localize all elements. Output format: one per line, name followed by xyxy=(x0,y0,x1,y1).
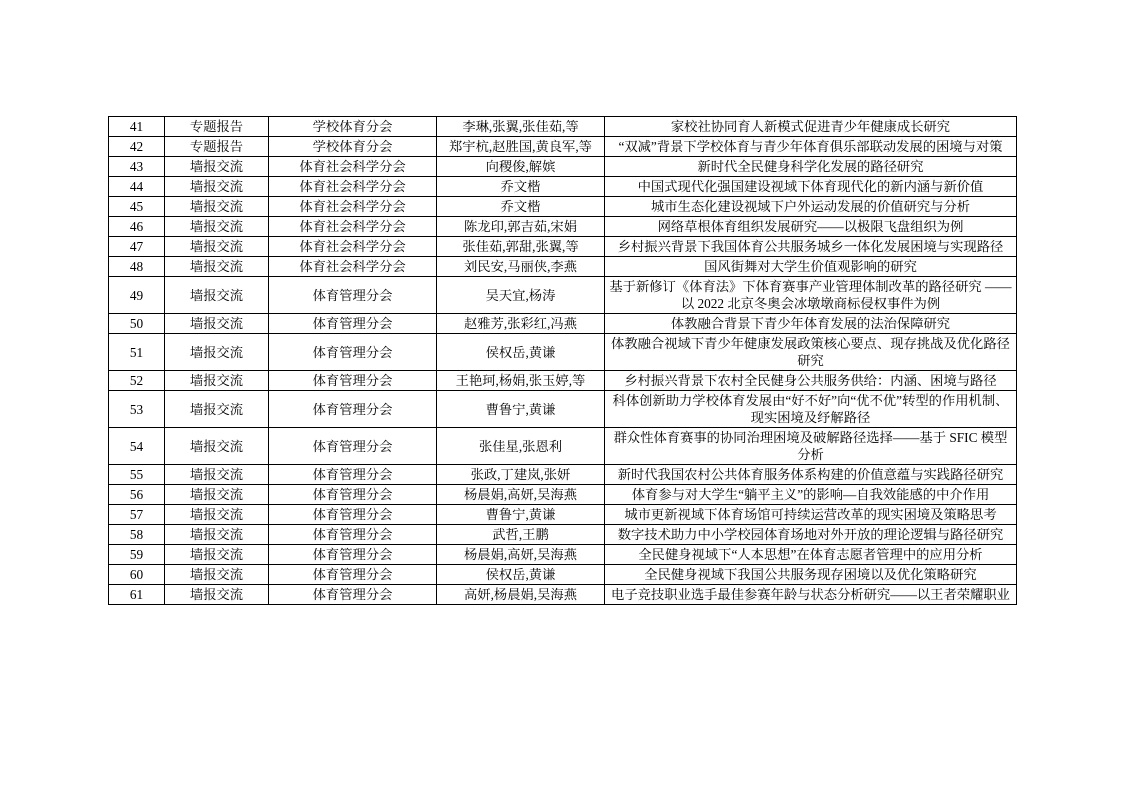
cell-authors: 李琳,张翼,张佳茹,等 xyxy=(437,117,605,137)
table-row xyxy=(109,545,1017,565)
cell-presentation-type: 墙报交流 xyxy=(165,334,269,371)
cell-authors: 郑宇杭,赵胜国,黄良军,等 xyxy=(437,137,605,157)
cell-session: 体育管理分会 xyxy=(269,314,437,334)
cell-title: 数字技术助力中小学校园体育场地对外开放的理论逻辑与路径研究 xyxy=(605,525,1017,545)
cell-session: 体育管理分会 xyxy=(269,334,437,371)
cell-session: 体育管理分会 xyxy=(269,465,437,485)
cell-sequence-number: 53 xyxy=(109,391,165,428)
cell-title: 国风街舞对大学生价值观影响的研究 xyxy=(605,257,1017,277)
cell-sequence-number: 61 xyxy=(109,585,165,605)
cell-session: 体育管理分会 xyxy=(269,391,437,428)
cell-authors: 乔文楷 xyxy=(437,197,605,217)
cell-sequence-number: 55 xyxy=(109,465,165,485)
cell-sequence-number: 41 xyxy=(109,117,165,137)
cell-authors: 张政,丁建岚,张妍 xyxy=(437,465,605,485)
cell-session: 学校体育分会 xyxy=(269,117,437,137)
cell-session: 体育社会科学分会 xyxy=(269,237,437,257)
cell-title: “双减”背景下学校体育与青少年体育俱乐部联动发展的困境与对策 xyxy=(605,137,1017,157)
cell-presentation-type: 专题报告 xyxy=(165,117,269,137)
cell-sequence-number: 42 xyxy=(109,137,165,157)
cell-authors: 王艳珂,杨娟,张玉婷,等 xyxy=(437,371,605,391)
cell-presentation-type: 墙报交流 xyxy=(165,465,269,485)
table-row xyxy=(109,505,1017,525)
cell-sequence-number: 59 xyxy=(109,545,165,565)
cell-session: 体育社会科学分会 xyxy=(269,177,437,197)
table-row xyxy=(109,237,1017,257)
table-row xyxy=(109,217,1017,237)
table-row xyxy=(109,157,1017,177)
cell-session: 学校体育分会 xyxy=(269,137,437,157)
conference-schedule-table xyxy=(108,116,1017,605)
cell-title: 乡村振兴背景下我国体育公共服务城乡一体化发展困境与实现路径 xyxy=(605,237,1017,257)
cell-title: 科体创新助力学校体育发展由“好不好”向“优不优”转型的作用机制、现实困境及纾解路径 xyxy=(605,391,1017,428)
table-row xyxy=(109,117,1017,137)
cell-presentation-type: 墙报交流 xyxy=(165,217,269,237)
table-row xyxy=(109,371,1017,391)
cell-authors: 侯权岳,黄谦 xyxy=(437,565,605,585)
cell-sequence-number: 48 xyxy=(109,257,165,277)
cell-sequence-number: 45 xyxy=(109,197,165,217)
table-row xyxy=(109,197,1017,217)
cell-title: 体教融合视域下青少年健康发展政策核心要点、现存挑战及优化路径研究 xyxy=(605,334,1017,371)
table-body xyxy=(109,117,1017,605)
cell-presentation-type: 墙报交流 xyxy=(165,565,269,585)
cell-authors: 杨晨娟,高妍,吴海燕 xyxy=(437,485,605,505)
cell-title: 体育参与对大学生“躺平主义”的影响—自我效能感的中介作用 xyxy=(605,485,1017,505)
cell-sequence-number: 51 xyxy=(109,334,165,371)
cell-title: 网络草根体育组织发展研究——以极限飞盘组织为例 xyxy=(605,217,1017,237)
table-row xyxy=(109,257,1017,277)
cell-sequence-number: 50 xyxy=(109,314,165,334)
cell-authors: 曹鲁宁,黄谦 xyxy=(437,505,605,525)
cell-authors: 高妍,杨晨娟,吴海燕 xyxy=(437,585,605,605)
cell-presentation-type: 墙报交流 xyxy=(165,371,269,391)
table-row xyxy=(109,314,1017,334)
cell-presentation-type: 墙报交流 xyxy=(165,505,269,525)
cell-authors: 张佳茹,郭甜,张翼,等 xyxy=(437,237,605,257)
cell-presentation-type: 墙报交流 xyxy=(165,314,269,334)
table-row xyxy=(109,585,1017,605)
table-row xyxy=(109,277,1017,314)
cell-title: 新时代全民健身科学化发展的路径研究 xyxy=(605,157,1017,177)
cell-title: 体教融合背景下青少年体育发展的法治保障研究 xyxy=(605,314,1017,334)
cell-authors: 张佳星,张恩利 xyxy=(437,428,605,465)
table-row xyxy=(109,334,1017,371)
cell-presentation-type: 墙报交流 xyxy=(165,237,269,257)
cell-presentation-type: 墙报交流 xyxy=(165,177,269,197)
cell-sequence-number: 46 xyxy=(109,217,165,237)
cell-session: 体育管理分会 xyxy=(269,485,437,505)
cell-sequence-number: 52 xyxy=(109,371,165,391)
cell-session: 体育管理分会 xyxy=(269,565,437,585)
cell-title: 家校社协同育人新模式促进青少年健康成长研究 xyxy=(605,117,1017,137)
cell-session: 体育管理分会 xyxy=(269,585,437,605)
cell-presentation-type: 墙报交流 xyxy=(165,485,269,505)
cell-session: 体育社会科学分会 xyxy=(269,217,437,237)
cell-authors: 赵雅芳,张彩红,冯燕 xyxy=(437,314,605,334)
cell-presentation-type: 墙报交流 xyxy=(165,428,269,465)
cell-sequence-number: 56 xyxy=(109,485,165,505)
cell-authors: 向稷俊,解嫔 xyxy=(437,157,605,177)
cell-presentation-type: 墙报交流 xyxy=(165,391,269,428)
cell-title: 新时代我国农村公共体育服务体系构建的价值意蕴与实践路径研究 xyxy=(605,465,1017,485)
cell-title: 基于新修订《体育法》下体育赛事产业管理体制改革的路径研究 ——以 2022 北京冬奥会冰墩墩商标侵权事件为例 xyxy=(605,277,1017,314)
cell-authors: 乔文楷 xyxy=(437,177,605,197)
cell-authors: 侯权岳,黄谦 xyxy=(437,334,605,371)
cell-sequence-number: 60 xyxy=(109,565,165,585)
cell-authors: 武哲,王鹏 xyxy=(437,525,605,545)
cell-presentation-type: 墙报交流 xyxy=(165,197,269,217)
cell-sequence-number: 43 xyxy=(109,157,165,177)
cell-session: 体育社会科学分会 xyxy=(269,157,437,177)
cell-presentation-type: 墙报交流 xyxy=(165,585,269,605)
cell-session: 体育社会科学分会 xyxy=(269,257,437,277)
cell-session: 体育管理分会 xyxy=(269,545,437,565)
cell-title: 乡村振兴背景下农村全民健身公共服务供给：内涵、困境与路径 xyxy=(605,371,1017,391)
cell-title: 全民健身视域下我国公共服务现存困境以及优化策略研究 xyxy=(605,565,1017,585)
table-row xyxy=(109,137,1017,157)
cell-title: 城市更新视域下体育场馆可持续运营改革的现实困境及策略思考 xyxy=(605,505,1017,525)
conference-schedule-table-wrapper xyxy=(108,116,1016,605)
cell-sequence-number: 47 xyxy=(109,237,165,257)
cell-authors: 杨晨娟,高妍,吴海燕 xyxy=(437,545,605,565)
table-row xyxy=(109,428,1017,465)
cell-title: 中国式现代化强国建设视域下体育现代化的新内涵与新价值 xyxy=(605,177,1017,197)
cell-session: 体育管理分会 xyxy=(269,428,437,465)
cell-sequence-number: 58 xyxy=(109,525,165,545)
table-row xyxy=(109,177,1017,197)
cell-authors: 吴天宜,杨涛 xyxy=(437,277,605,314)
cell-authors: 刘民安,马丽侠,李燕 xyxy=(437,257,605,277)
table-row xyxy=(109,565,1017,585)
table-row xyxy=(109,391,1017,428)
cell-presentation-type: 专题报告 xyxy=(165,137,269,157)
cell-session: 体育管理分会 xyxy=(269,371,437,391)
cell-sequence-number: 57 xyxy=(109,505,165,525)
cell-sequence-number: 49 xyxy=(109,277,165,314)
cell-presentation-type: 墙报交流 xyxy=(165,157,269,177)
cell-presentation-type: 墙报交流 xyxy=(165,525,269,545)
cell-title: 电子竞技职业选手最佳参赛年龄与状态分析研究——以王者荣耀职业 xyxy=(605,585,1017,605)
cell-authors: 曹鲁宁,黄谦 xyxy=(437,391,605,428)
cell-session: 体育管理分会 xyxy=(269,277,437,314)
cell-session: 体育管理分会 xyxy=(269,525,437,545)
cell-title: 群众性体育赛事的协同治理困境及破解路径选择——基于 SFIC 模型分析 xyxy=(605,428,1017,465)
table-row xyxy=(109,485,1017,505)
cell-session: 体育管理分会 xyxy=(269,505,437,525)
cell-title: 城市生态化建设视域下户外运动发展的价值研究与分析 xyxy=(605,197,1017,217)
cell-session: 体育社会科学分会 xyxy=(269,197,437,217)
cell-title: 全民健身视域下“人本思想”在体育志愿者管理中的应用分析 xyxy=(605,545,1017,565)
cell-presentation-type: 墙报交流 xyxy=(165,277,269,314)
table-row xyxy=(109,525,1017,545)
table-row xyxy=(109,465,1017,485)
cell-authors: 陈龙印,郭吉茹,宋娟 xyxy=(437,217,605,237)
cell-presentation-type: 墙报交流 xyxy=(165,545,269,565)
cell-sequence-number: 54 xyxy=(109,428,165,465)
cell-sequence-number: 44 xyxy=(109,177,165,197)
cell-presentation-type: 墙报交流 xyxy=(165,257,269,277)
